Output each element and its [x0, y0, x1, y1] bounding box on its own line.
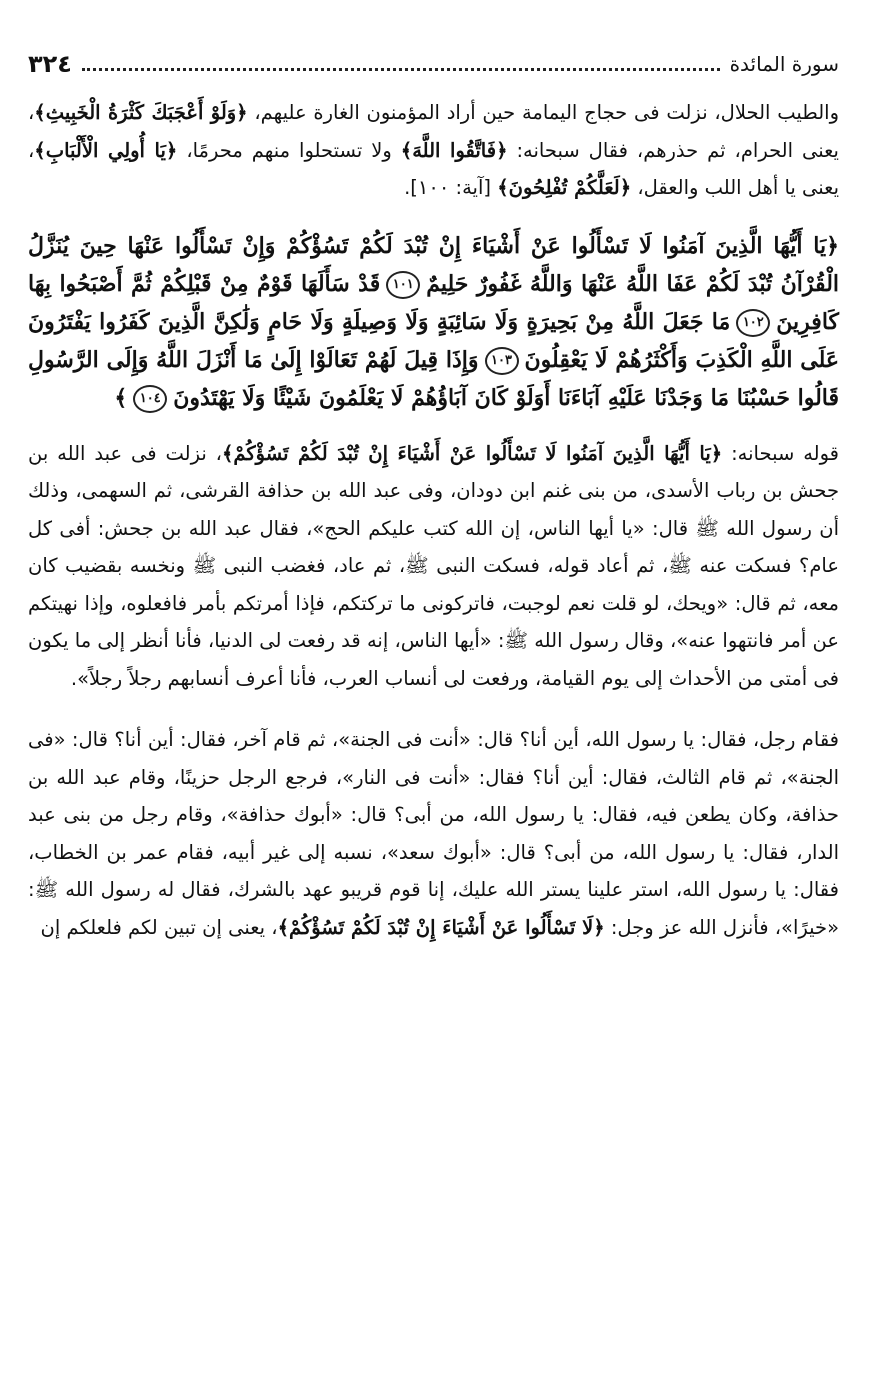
quran-quote-2: ﴿فَاتَّقُوا اللَّهَ﴾ [400, 138, 508, 162]
verse-102: قَدْ سَأَلَهَا قَوْمٌ مِنْ قَبْلِكُمْ ثُمَّ أَصْبَحُوا بِهَا كَافِرِينَ [28, 270, 839, 335]
header-dot-leader [82, 68, 720, 71]
verse-103: مَا جَعَلَ اللَّهُ مِنْ بَحِيرَةٍ وَلَا سَائِبَةٍ وَلَا وَصِيلَةٍ وَلَا حَامٍ وَلَٰكِنَّ الَّذِينَ كَفَرُوا يَفْتَرُونَ عَلَى اللَّهِ الْكَذِبَ وَأَكْثَرُهُمْ لَا يَعْقِلُونَ [28, 308, 840, 373]
ayah-number-101: ١٠١ [386, 271, 420, 299]
verse-101: يَا أَيُّهَا الَّذِينَ آمَنُوا لَا تَسْأَلُوا عَنْ أَشْيَاءَ إِنْ تُبْدَ لَكُمْ تَسُؤْكُمْ وَإِنْ تَسْأَلُوا عَنْهَا حِينَ يُنَزَّلُ الْقُرْآنُ تُبْدَ لَكُمْ عَفَا اللَّهُ عَنْهَا وَاللَّهُ غَفُورٌ حَلِيمٌ [28, 232, 840, 297]
page-body [28, 94, 839, 946]
book-page [28, 0, 839, 1387]
page-number: ٣٢٤ [28, 50, 72, 78]
quran-quote-4: ﴿لَعَلَّكُمْ تُفْلِحُونَ﴾ [497, 176, 632, 199]
intro-paragraph [28, 94, 839, 207]
commentary-lead: قوله سبحانه: [722, 441, 839, 465]
commentary-paragraph [28, 435, 839, 698]
verse-104: وَإِذَا قِيلَ لَهُمْ تَعَالَوْا إِلَىٰ مَا أَنْزَلَ اللَّهُ وَإِلَى الرَّسُولِ قَالُوا حَسْبُنَا مَا وَجَدْنَا عَلَيْهِ آبَاءَنَا أَوَلَوْ كَانَ آبَاؤُهُمْ لَا يَعْلَمُونَ شَيْئًا وَلَا يَهْتَدُونَ [28, 346, 839, 411]
verse-close-bracket: ﴾ [114, 384, 128, 411]
story-paragraph [28, 721, 839, 946]
commentary-text: ، نزلت فى عبد الله بن جحش بن رباب الأسدى، من بنى غنم ابن دودان، وفى عبد الله بن حذافة القرشى، ثم السهمى، وذلك أن رسول الله ﷺ قال: «يا أيها الناس، إن الله كتب عليكم الحج»، فقال عبد الله بن جحش: أفى كل عام؟ فسكت عنه ﷺ، ثم أعاد قوله، فسكت النبى ﷺ، ثم عاد، فغضب النبى ﷺ ونخسه بقضيب كان معه، ثم قال: «ويحك، لو قلت نعم لوجبت، فاتركونى ما تركتكم، فإذا أمرتكم بأمر فافعلوه، وإذا نهيتكم عن أمر فانتهوا عنه»، وقال رسول الله ﷺ: «أيها الناس، إنه قد رفعت لى الدنيا، فأنا أنظر إلى ما يكون فى أمتى من الأحداث إلى يوم القيامة، ورفعت لى أنساب العرب، فأنا أعرف أنسابهم رجلاً رجلاً». [28, 441, 839, 690]
verse-open-bracket: ﴿ [826, 232, 839, 259]
ayah-number-103: ١٠٣ [485, 347, 519, 375]
intro-text-4: ، يعنى يا أهل اللب والعقل، [28, 138, 839, 199]
story-text: فقام رجل، فقال: يا رسول الله، أين أنا؟ قال: «أنت فى الجنة»، ثم قام آخر، فقال: أين أنا؟ قال: «فى الجنة»، ثم قام الثالث، فقال: أين أنا؟ فقال: «أنت فى النار»، فرجع الرجل حزينًا، وقام عبد الله بن حذافة، وكان يطعن فيه، فقال: يا رسول الله، من أبى؟ قال: «أبوك حذافة»، وقام رجل من بنى عبد الدار، فقال: يا رسول الله، من أبى؟ قال: «أبوك سعد»، نسبه إلى غير أبيه، فقام عمر بن الخطاب، فقال: يا رسول الله، استر علينا يستر الله عليك، إنا قوم قريبو عهد بالشرك، فقال له رسول الله ﷺ: «خيرًا»، فأنزل الله عز وجل: [28, 728, 839, 939]
intro-text-2: ، يعنى الحرام، ثم حذرهم، فقال سبحانه: [28, 101, 839, 162]
ayah-number-104: ١٠٤ [133, 385, 167, 413]
quran-quote-1: ﴿وَلَوْ أَعْجَبَكَ كَثْرَةُ الْخَبِيثِ﴾ [34, 101, 248, 124]
quran-quote-3: ﴿يَا أُولِي الْأَلْبَابِ﴾ [34, 138, 178, 162]
story-tail: ، يعنى إن تبين لكم فلعلكم إن [40, 915, 278, 939]
intro-text-1: والطيب الحلال، نزلت فى حجاج اليمامة حين أراد المؤمنون الغارة عليهم، [247, 101, 839, 124]
intro-text-3: ولا تستحلوا منهم محرمًا، [177, 138, 401, 162]
intro-text-5: [آية: ١٠٠]. [404, 176, 498, 199]
running-header [28, 44, 839, 84]
surah-name: سورة المائدة [729, 52, 839, 76]
quran-verses-block [28, 227, 839, 417]
commentary-quran-quote: ﴿يَا أَيُّهَا الَّذِينَ آمَنُوا لَا تَسْأَلُوا عَنْ أَشْيَاءَ إِنْ تُبْدَ لَكُمْ تَسُؤْكُمْ﴾ [221, 441, 723, 465]
story-quran-quote: ﴿لَا تَسْأَلُوا عَنْ أَشْيَاءَ إِنْ تُبْدَ لَكُمْ تَسُؤْكُمْ﴾ [277, 915, 605, 939]
ayah-number-102: ١٠٢ [736, 309, 770, 337]
